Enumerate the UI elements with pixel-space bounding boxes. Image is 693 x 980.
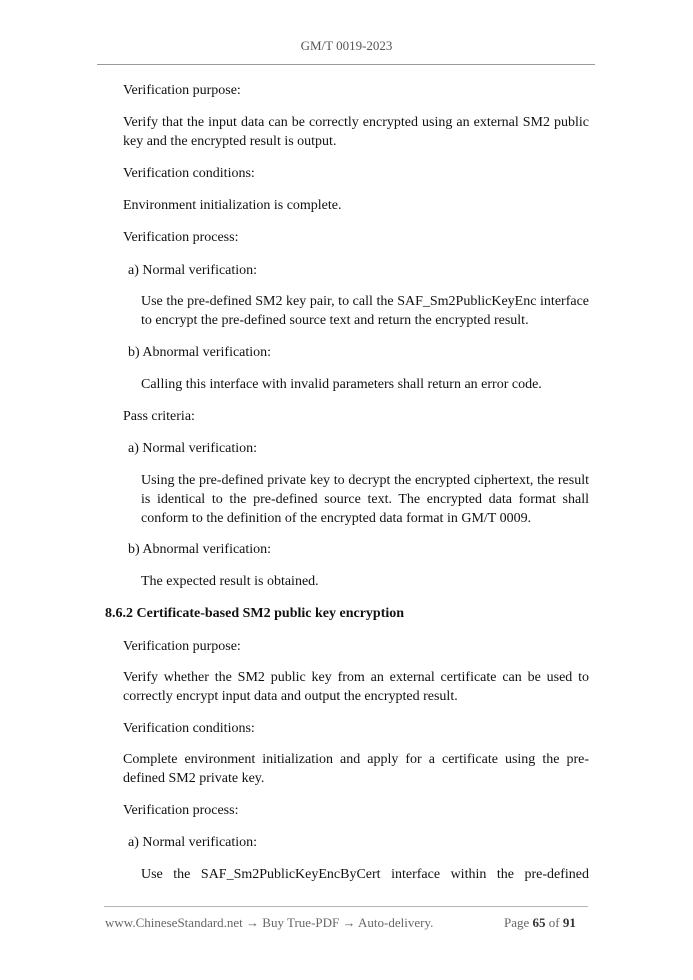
current-page-number: 65 — [532, 915, 546, 930]
normal-verification-label: a) Normal verification: — [128, 263, 258, 278]
pass-abnormal-verification-text: The expected result is obtained. — [141, 574, 319, 589]
verification-conditions-text: Environment initialization is complete. — [123, 198, 342, 213]
footer-site-link[interactable]: www.ChineseStandard.net → Buy True-PDF → Auto-delivery. — [105, 915, 434, 930]
cert-verification-conditions-label: Verification conditions: — [123, 721, 255, 736]
document-code: GM/T 0019-2023 — [300, 38, 393, 53]
abnormal-verification-text: Calling this interface with invalid parameters shall return an error code. — [141, 377, 542, 392]
pass-abnormal-verification-label: b) Abnormal verification: — [128, 542, 272, 557]
verification-purpose-label: Verification purpose: — [123, 83, 241, 98]
verification-purpose-text: Verify that the input data can be correctly encrypted using an external SM2 public key and the encrypted result is output. — [123, 115, 589, 149]
verification-process-label: Verification process: — [123, 230, 239, 245]
cert-normal-verification-text: Use the SAF_Sm2PublicKeyEncByCert interface within the pre-defined — [141, 867, 589, 882]
pass-normal-verification-label: a) Normal verification: — [128, 441, 258, 456]
cert-verification-conditions-text: Complete environment initialization and apply for a certificate using the pre-defined SM2 private key. — [123, 752, 589, 786]
pass-criteria-label: Pass criteria: — [123, 409, 195, 424]
cert-normal-verification-label: a) Normal verification: — [128, 835, 258, 850]
page-word: Page — [504, 915, 530, 930]
of-word: of — [548, 915, 560, 930]
total-pages: 91 — [562, 915, 576, 930]
footer-divider — [104, 906, 588, 907]
abnormal-verification-label: b) Abnormal verification: — [128, 345, 272, 360]
cert-verification-purpose-label: Verification purpose: — [123, 639, 241, 654]
cert-verification-process-label: Verification process: — [123, 803, 239, 818]
pass-normal-verification-text: Using the pre-defined private key to decrypt the encrypted ciphertext, the result is identical to the pre-defined source text. The encrypted data format shall conform to the definition of the encrypted data format in GM/T 0009. — [141, 473, 589, 526]
page-number — [504, 915, 576, 931]
header-divider — [97, 64, 595, 65]
cert-verification-purpose-text: Verify whether the SM2 public key from an external certificate can be used to correctly encrypt input data and output the encrypted result. — [123, 670, 589, 704]
verification-conditions-label: Verification conditions: — [123, 166, 255, 181]
normal-verification-text: Use the pre-defined SM2 key pair, to call the SAF_Sm2PublicKeyEnc interface to encrypt the pre-defined source text and return the encrypted result. — [141, 294, 589, 328]
section-heading: 8.6.2 Certificate-based SM2 public key encryption — [105, 606, 405, 621]
